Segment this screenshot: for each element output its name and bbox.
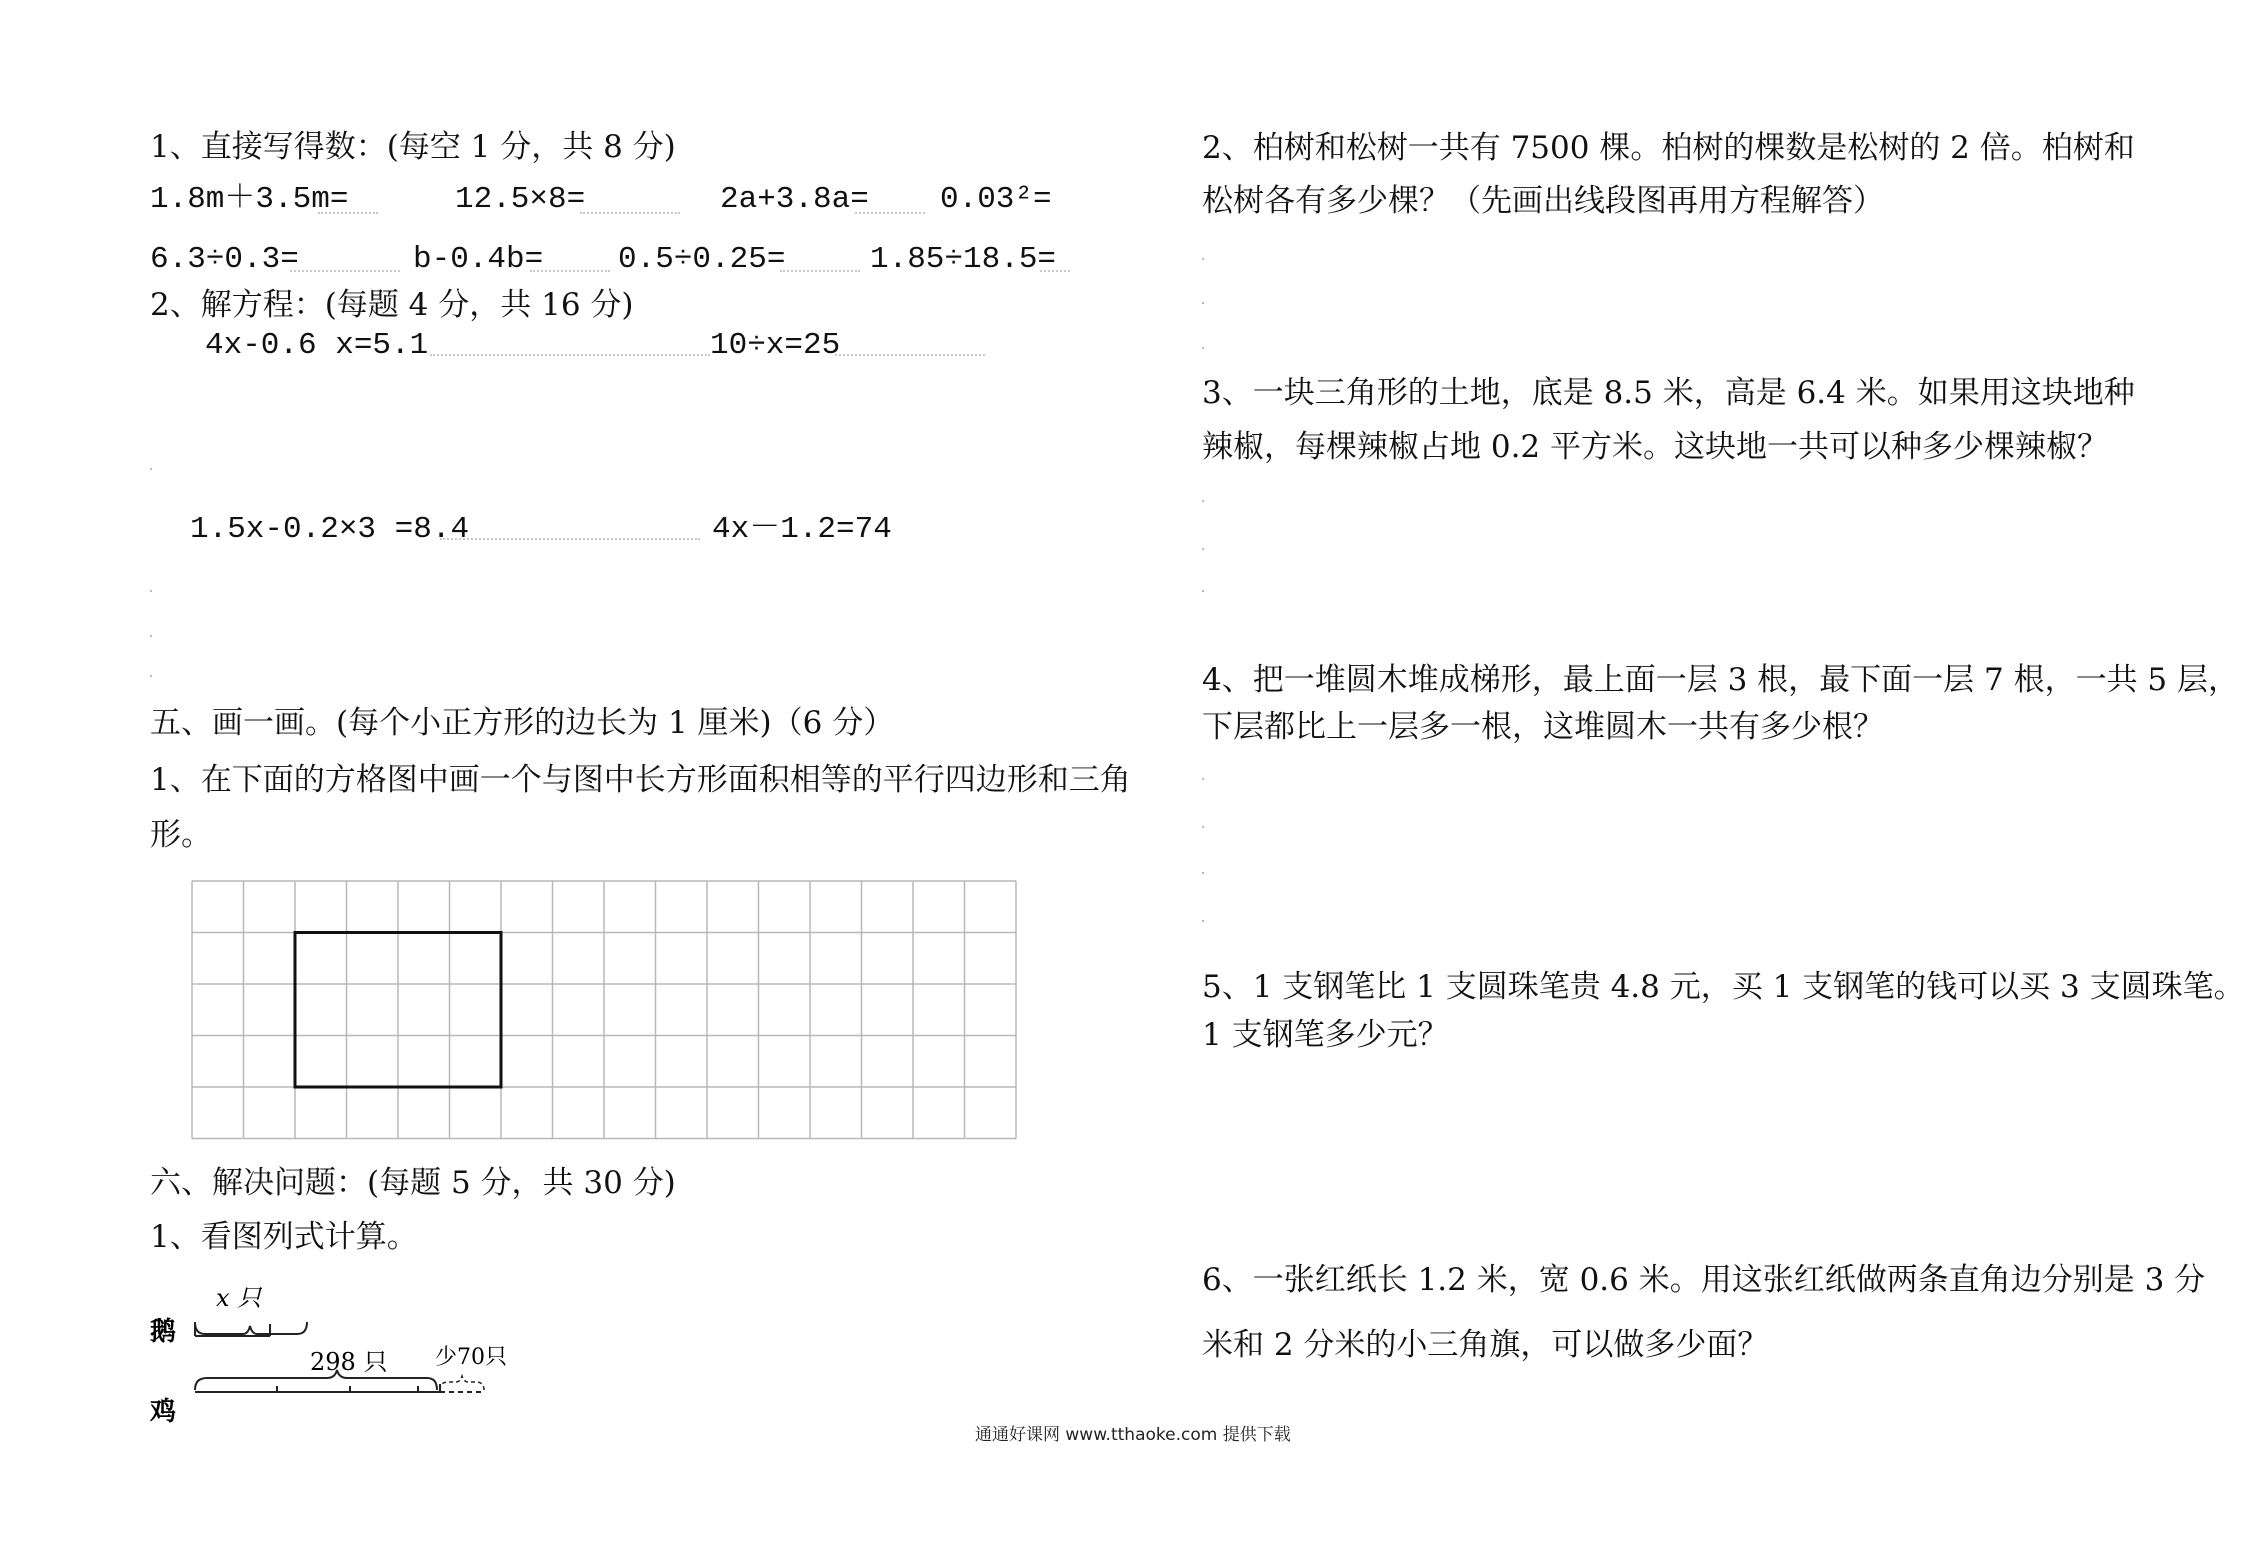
scan-dot [1202,778,1204,780]
r-q3-line2: 辣椒，每棵辣椒占地 0.2 平方米。这块地一共可以种多少棵辣椒？ [1202,429,2109,465]
scan-dot [150,675,152,677]
section-6-q1: 1、看图列式计算。 [150,1219,418,1255]
dotted-answer-line [780,270,860,272]
dotted-answer-line [440,538,700,540]
q2-title: 2、解方程：(每题 4 分，共 16 分) [150,287,634,323]
difference-label: 少70只 [435,1345,507,1370]
r-q4-line2: 下层都比上一层多一根，这堆圆木一共有多少根？ [1202,709,1884,745]
scan-dot [1202,500,1204,502]
scan-dot [1202,590,1204,592]
chicken-label: 鸡 [150,1397,177,1427]
scan-dot [1202,920,1204,922]
difference-brace [440,1376,484,1390]
dotted-answer-line [318,212,378,214]
scan-dot [150,590,152,592]
dotted-answer-line [1040,270,1070,272]
q1-item-6: b-0.4b= [413,242,544,277]
scan-dot [1202,872,1204,874]
r-q6-line2: 米和 2 分米的小三角旗，可以做多少面？ [1202,1327,1769,1363]
line-segment-diagram [150,1280,520,1430]
q1-item-3: 2a+3.8a= [720,182,869,217]
q1-item-2: 12.5×8= [455,182,586,217]
section-5-q1-line2: 形。 [150,817,212,853]
x-label: x 只 [216,1284,262,1312]
equation-2: 10÷x=25 [710,328,841,363]
q1-item-1: 1.8m＋3.5m= [150,182,349,217]
r-q4-line1: 4、把一堆圆木堆成梯形，最上面一层 3 根，最下面一层 7 根，一共 5 层， [1202,662,2240,698]
dotted-answer-line [835,354,985,356]
dotted-answer-line [290,270,400,272]
scan-dot [1202,548,1204,550]
equation-1: 4x-0.6 x=5.1 [205,328,429,363]
q1-item-4: 0.03²= [940,182,1052,217]
section-6-title: 六、解决问题：(每题 5 分，共 30 分) [150,1165,676,1201]
goose-label: 鹅 [150,1317,177,1347]
square-grid [191,880,1021,1160]
dotted-answer-line [530,270,610,272]
scan-dot [1202,258,1204,260]
equation-4: 4x－1.2=74 [712,512,892,547]
scan-dot [1202,826,1204,828]
r-q3-line1: 3、一块三角形的土地，底是 8.5 米，高是 6.4 米。如果用这块地种 [1202,375,2135,411]
footer-credit: 通通好课网 www.tthaoke.com 提供下载 [975,1425,1291,1445]
equation-3: 1.5x-0.2×3 =8.4 [190,512,470,547]
q1-item-7: 0.5÷0.25= [618,242,786,277]
total-label: 298 只 [310,1348,388,1376]
dotted-answer-line [855,212,925,214]
r-q5-line2: 1 支钢笔多少元？ [1202,1017,1449,1053]
scan-dot [1202,302,1204,304]
r-q2-line2: 松树各有多少棵？（先画出线段图再用方程解答） [1202,183,1884,219]
q1-item-5: 6.3÷0.3= [150,242,299,277]
section-5-title: 五、画一画。(每个小正方形的边长为 1 厘米)（6 分） [150,705,895,741]
dotted-answer-line [580,212,680,214]
scan-dot [150,635,152,637]
r-q5-line1: 5、1 支钢笔比 1 支圆珠笔贵 4.8 元，买 1 支钢笔的钱可以买 3 支圆珠笔。 [1202,969,2245,1005]
goose-brace [195,1322,307,1334]
r-q6-line1: 6、一张红纸长 1.2 米，宽 0.6 米。用这张红纸做两条直角边分别是 3 分 [1202,1262,2206,1298]
q1-title: 1、直接写得数：(每空 1 分，共 8 分) [150,129,676,165]
r-q2-line1: 2、柏树和松树一共有 7500 棵。柏树的棵数是松树的 2 倍。柏树和 [1202,130,2135,166]
scan-dot [150,468,152,470]
scan-dot [1202,347,1204,349]
section-5-q1-line1: 1、在下面的方格图中画一个与图中长方形面积相等的平行四边形和三角 [150,762,1131,798]
q1-item-8: 1.85÷18.5= [870,242,1057,277]
dotted-answer-line [430,354,710,356]
